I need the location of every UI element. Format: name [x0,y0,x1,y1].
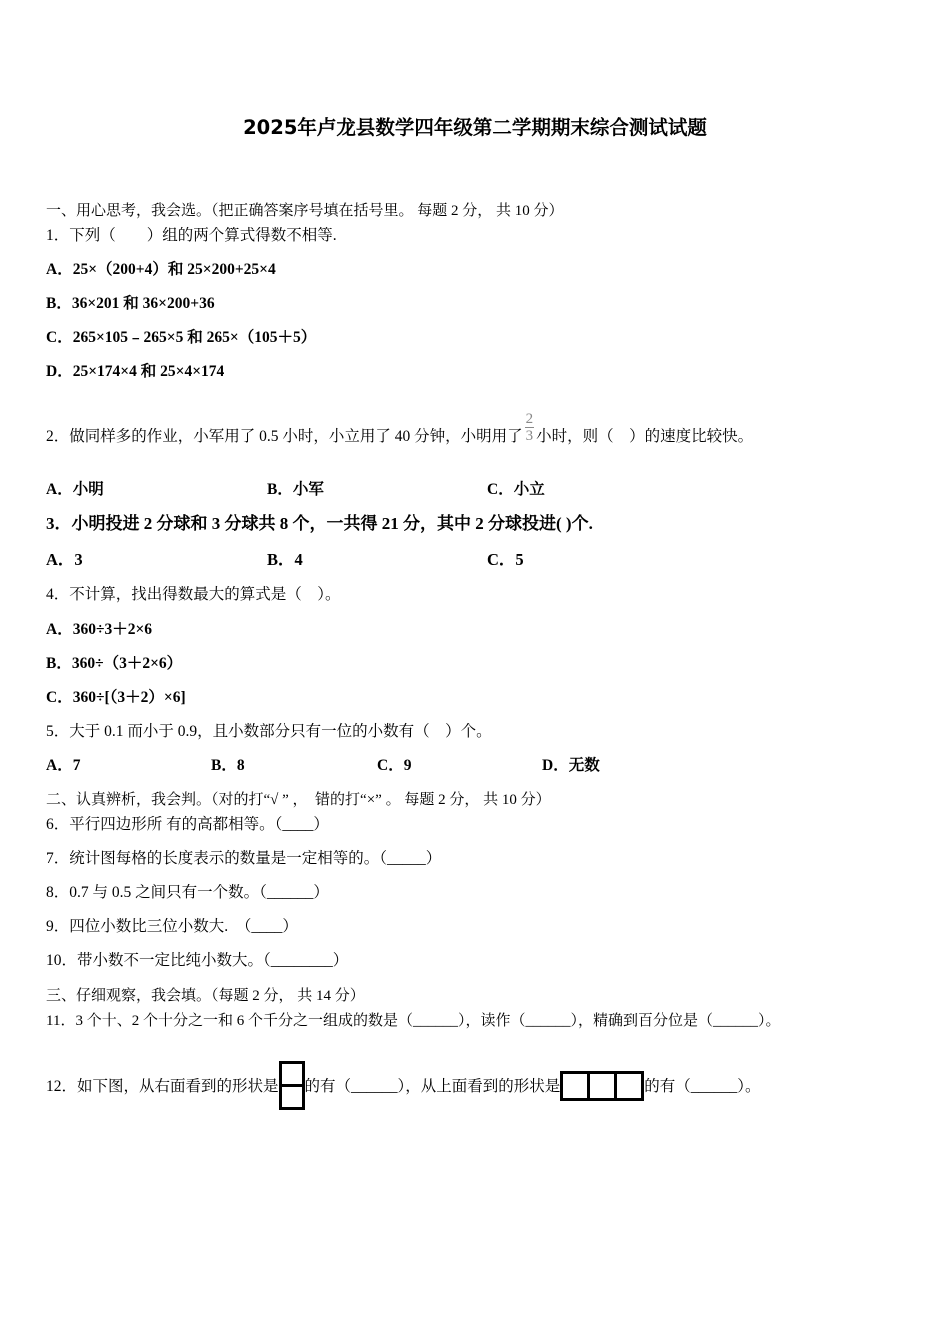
question-2-option-b: B．小军 [267,481,324,498]
question-1-option-c: C．265×105﹣265×5 和 265×（105＋5） [46,329,317,346]
fraction-denominator: 3 [525,428,534,444]
question-5-stem: 5．大于 0.1 而小于 0.9，且小数部分只有一位的小数有（ ）个。 [46,723,492,740]
question-4-option-c: C．360÷[（3＋2）×6] [46,689,186,706]
question-2-text-after: 小时，则（ ）的速度比较快。 [536,428,754,446]
question-2-option-a: A．小明 [46,481,104,498]
fraction-two-thirds [525,411,535,444]
question-5-options [46,756,696,776]
section-2-heading: 二、认真辨析，我会判。（对的打“√ ” ， 错的打“×” 。 每题 2 分， 共 10 分） [46,792,551,808]
question-8: 8．0.7 与 0.5 之间只有一个数。（______） [46,884,329,901]
question-11: 11．3 个十、2 个十分之一和 6 个千分之一组成的数是（______），读作（______），精确到百分位是（______）。 [46,1013,781,1029]
question-1-option-d: D．25×174×4 和 25×4×174 [46,363,225,380]
section-1-heading: 一、用心思考，我会选。（把正确答案序号填在括号里。 每题 2 分， 共 10 分） [46,203,564,219]
question-2-option-c: C．小立 [487,481,545,498]
question-2-text-before: 2．做同样多的作业，小军用了 0.5 小时，小立用了 40 分钟，小明用了 [46,428,523,446]
question-1-option-b: B．36×201 和 36×200+36 [46,295,215,312]
question-4-stem: 4．不计算，找出得数最大的算式是（ ）。 [46,586,341,603]
question-3-option-c: C．5 [487,550,524,569]
question-7: 7．统计图每格的长度表示的数量是一定相等的。（_____） [46,850,442,867]
question-12-text-2: 的有（______），从上面看到的形状是 [304,1078,561,1096]
question-1-stem: 1．下列（ ）组的两个算式得数不相等. [46,227,337,244]
question-2-stem [46,411,754,454]
question-5-option-b: B．8 [211,757,245,774]
question-2-options [46,480,646,500]
page-title: 2025年卢龙县数学四年级第二学期期末综合测试试题 [243,116,707,139]
question-9: 9．四位小数比三位小数大. （____） [46,918,298,935]
question-5-option-a: A．7 [46,757,81,774]
fraction-numerator: 2 [525,411,534,427]
question-6: 6．平行四边形所 有的高都相等。（____） [46,816,329,833]
question-1-option-a: A．25×（200+4）和 25×200+25×4 [46,261,276,278]
question-3-stem: 3．小明投进 2 分球和 3 分球共 8 个，一共得 21 分，其中 2 分球投进( )个. [46,514,593,533]
question-12-text-3: 的有（______）。 [644,1078,761,1096]
question-12 [46,1063,761,1112]
question-3-option-a: A．3 [46,550,83,569]
question-3-options [46,550,646,570]
right-view-shape-figure [279,1061,305,1110]
top-view-shape-figure [560,1071,644,1101]
question-5-option-c: C．9 [377,757,412,774]
section-3-heading: 三、仔细观察，我会填。（每题 2 分， 共 14 分） [46,988,365,1004]
question-3-option-b: B．4 [267,550,303,569]
question-12-text-1: 12．如下图，从右面看到的形状是 [46,1078,279,1096]
question-10: 10．带小数不一定比纯小数大。（________） [46,952,349,969]
question-5-option-d: D．无数 [542,757,600,774]
question-4-option-b: B．360÷（3＋2×6） [46,655,183,672]
question-4-option-a: A．360÷3＋2×6 [46,621,153,638]
